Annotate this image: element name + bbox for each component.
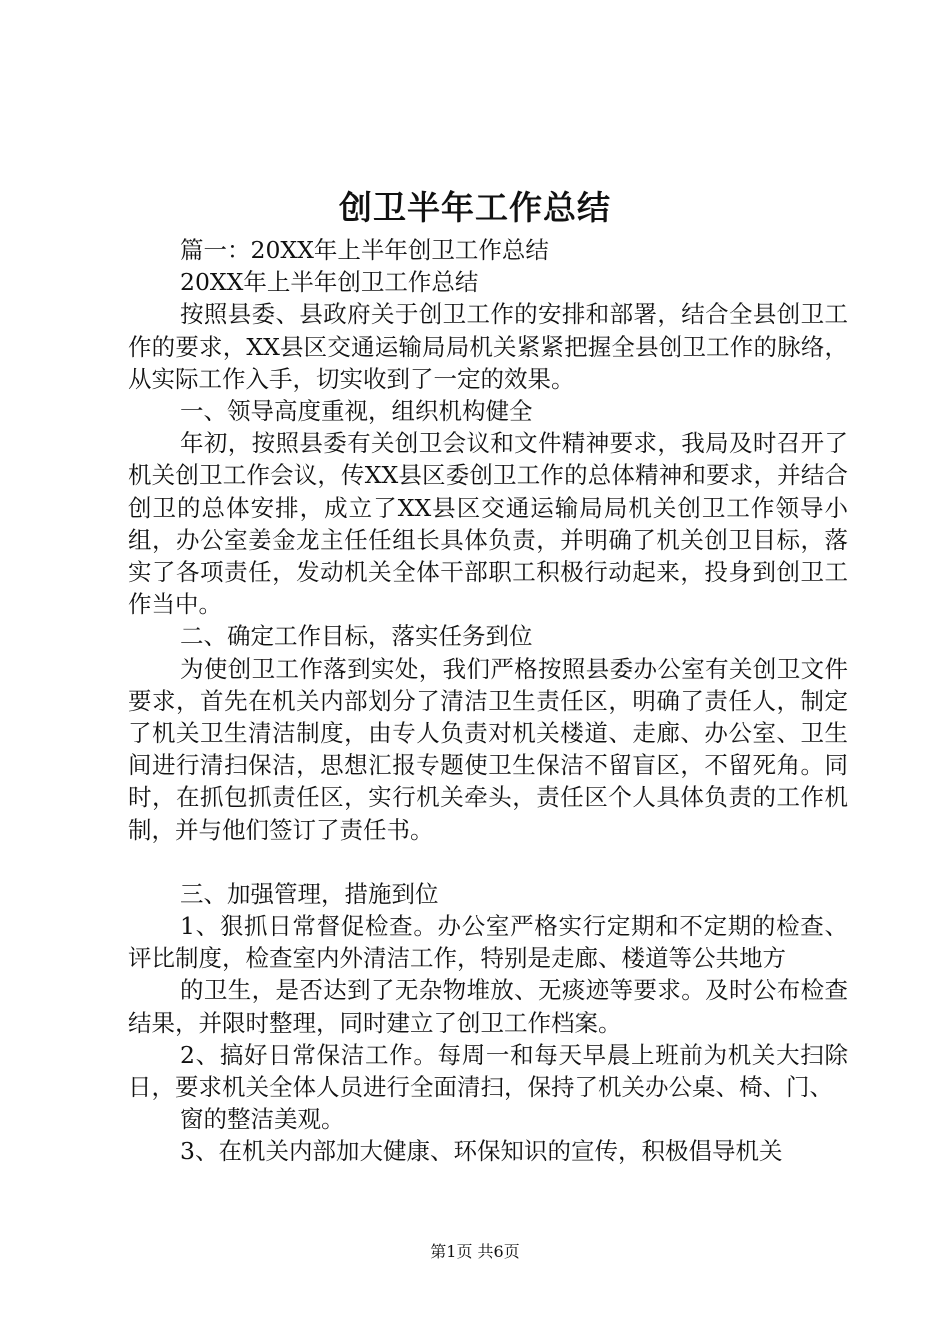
paragraph: 3、在机关内部加大健康、环保知识的宣传，积极倡导机关 (180, 1137, 783, 1166)
paragraph: 年初，按照县委有关创卫会议和文件精神要求，我局及时召开了机关创卫工作会议，传XX县区委创卫工作的总体精神和要求，并结合创卫的总体安排，成立了XX县区交通运输局局机关创卫工作领导小组，办公室姜金龙主任任组长具体负责，并明确了机关创卫目标，落实了各项责任，发动机关全体干部职工积极行动起来，投身到创卫工作当中。 (128, 429, 848, 619)
section-heading: 篇一：20XX年上半年创卫工作总结 (180, 236, 549, 264)
document-body (128, 234, 848, 1168)
section-heading: 二、确定工作目标，落实任务到位 (180, 622, 533, 651)
paragraph: 1、狠抓日常督促检查。办公室严格实行定期和不定期的检查、评比制度，检查室内外清洁工作，特别是走廊、楼道等公共地方 (128, 912, 848, 973)
subtitle: 20XX年上半年创卫工作总结 (180, 268, 479, 297)
paragraph: 的卫生，是否达到了无杂物堆放、无痰迹等要求。及时公布检查结果，并限时整理，同时建立了创卫工作档案。 (128, 976, 848, 1037)
paragraph: 为使创卫工作落到实处，我们严格按照县委办公室有关创卫文件要求，首先在机关内部划分了清洁卫生责任区，明确了责任人，制定了机关卫生清洁制度，由专人负责对机关楼道、走廊、办公室、卫生间进行清扫保洁，思想汇报专题使卫生保洁不留盲区，不留死角。同时，在抓包抓责任区，实行机关牵头，责任区个人具体负责的工作机制，并与他们签订了责任书。 (128, 654, 848, 844)
page-footer: 第1页 共6页 (430, 1242, 520, 1261)
section-heading: 三、加强管理，措施到位 (180, 879, 439, 908)
section-heading: 一、领导高度重视，组织机构健全 (180, 397, 533, 426)
document-title: 创卫半年工作总结 (339, 188, 611, 227)
paragraph: 窗的整洁美观。 (180, 1105, 345, 1134)
paragraph-gap (128, 846, 848, 878)
paragraph: 按照县委、县政府关于创卫工作的安排和部署，结合全县创卫工作的要求，XX县区交通运输局局机关紧紧把握全县创卫工作的脉络，从实际工作入手，切实收到了一定的效果。 (128, 300, 848, 393)
paragraph: 2、搞好日常保洁工作。每周一和每天早晨上班前为机关大扫除日，要求机关全体人员进行全面清扫，保持了机关办公桌、椅、门、 (128, 1040, 848, 1102)
